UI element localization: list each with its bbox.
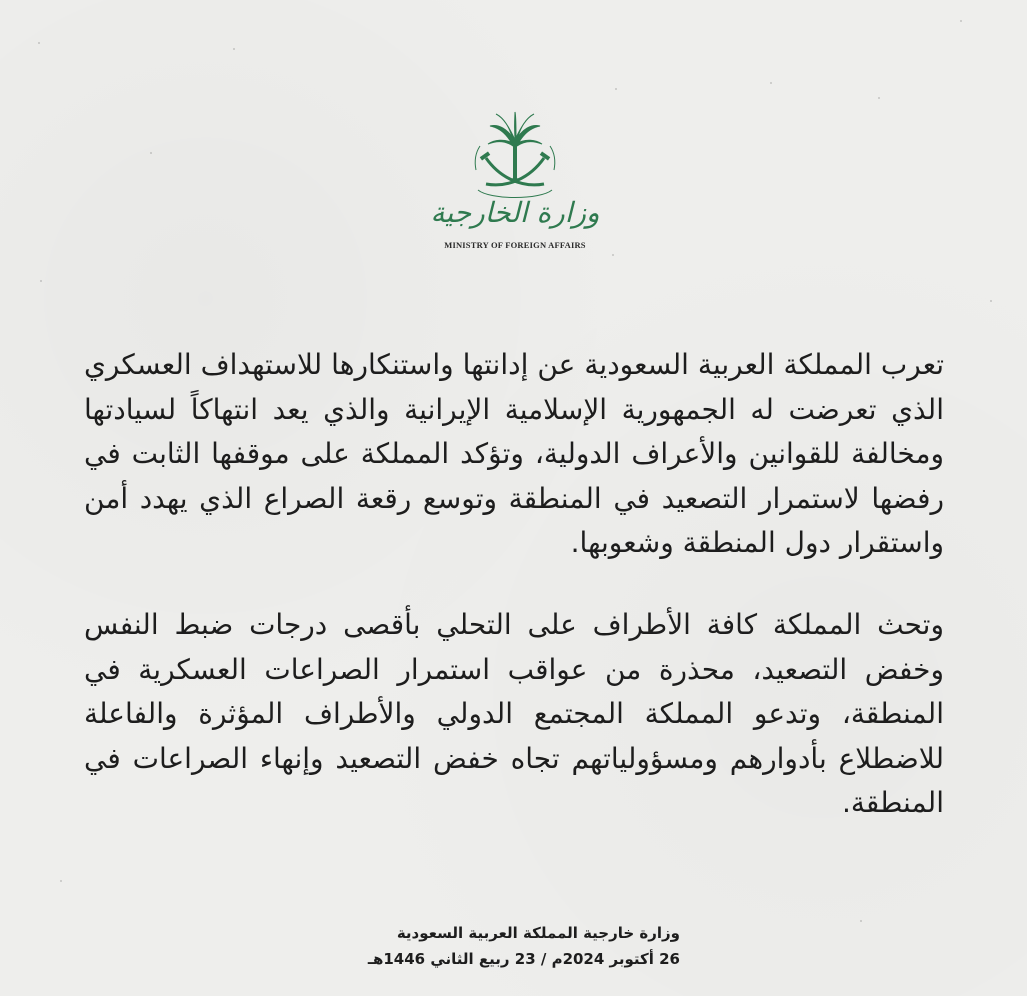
paper-speck bbox=[38, 42, 40, 44]
paper-speck bbox=[860, 920, 862, 922]
paper-speck bbox=[960, 20, 962, 22]
statement-paragraph-1: تعرب المملكة العربية السعودية عن إدانتها واستنكارها للاستهداف العسكري الذي تعرضت له الجمهورية الإسلامية الإيرانية والذي يعد انتهاكاً لسيادتها ومخالفة للقوانين والأعراف الدولية، وتؤكد المملكة على موقفها الثابت في رفضها لاستمرار التصعيد في المنطقة وتوسع رقعة الصراع الذي يهدد أمن واستقرار دول المنطقة وشعوبها. bbox=[84, 348, 944, 559]
paper-speck bbox=[150, 152, 152, 154]
ministry-name-english: MINISTRY OF FOREIGN AFFAIRS bbox=[444, 240, 586, 250]
ministry-name-arabic: وزارة الخارجية bbox=[430, 196, 600, 229]
saudi-emblem-icon bbox=[470, 110, 560, 202]
paper-speck bbox=[615, 88, 617, 90]
paper-speck bbox=[878, 97, 880, 99]
footer-date: 26 أكتوبر 2024م / 23 ربيع الثاني 1446هـ bbox=[367, 950, 680, 968]
paper-speck bbox=[233, 48, 235, 50]
paper-speck bbox=[770, 82, 772, 84]
paper-speck bbox=[612, 254, 614, 256]
paper-speck bbox=[60, 880, 62, 882]
footer-issuer: وزارة خارجية المملكة العربية السعودية bbox=[396, 924, 680, 942]
statement-paragraph-2: وتحث المملكة كافة الأطراف على التحلي بأقصى درجات ضبط النفس وخفض التصعيد، محذرة من عواقب استمرار الصراعات العسكرية في المنطقة، وتدعو المملكة المجتمع الدولي والأطراف المؤثرة والفاعلة للاضطلاع بأدوارهم ومسؤولياتهم تجاه خفض التصعيد وإنهاء الصراعات في المنطقة. bbox=[84, 608, 944, 819]
paper-speck bbox=[40, 280, 42, 282]
paper-speck bbox=[990, 300, 992, 302]
